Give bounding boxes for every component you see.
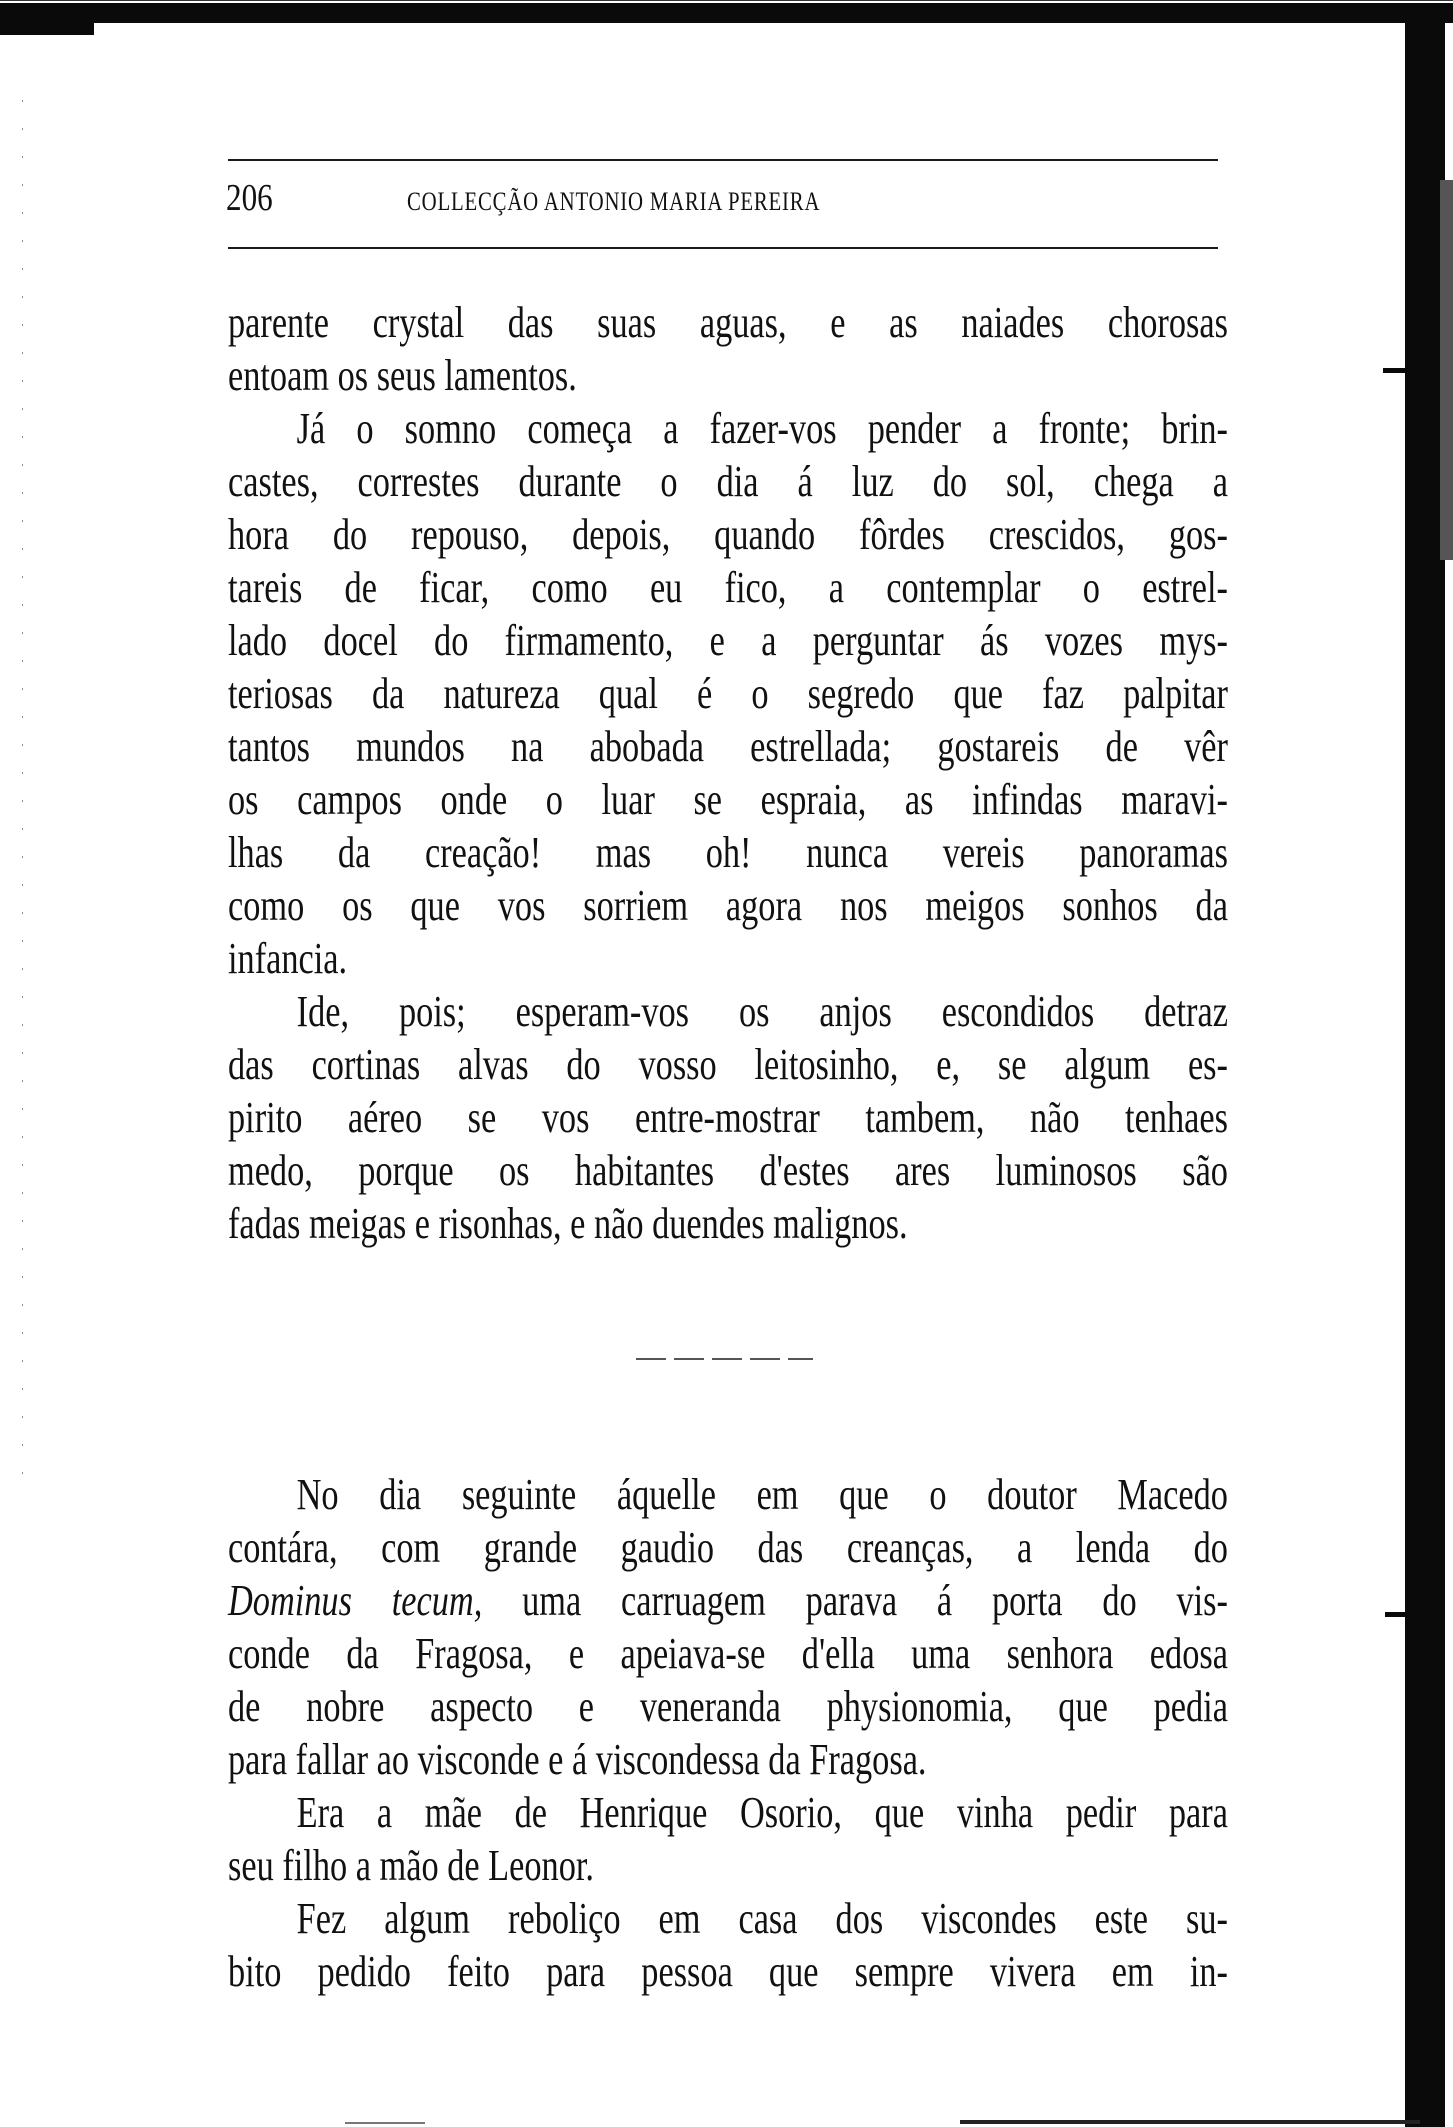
text-line: infancia. xyxy=(228,934,348,983)
scan-mark xyxy=(1385,1612,1407,1617)
text-line: tantos mundos na abobada estrellada; gostareis de vêr xyxy=(228,722,1228,771)
scan-top-corner xyxy=(0,3,94,35)
text-line: fadas meigas e risonhas, e não duendes malignos. xyxy=(228,1199,908,1248)
running-title: COLLECÇÃO ANTONIO MARIA PEREIRA xyxy=(407,187,821,216)
italic-title: Dominus tecum, xyxy=(228,1576,483,1625)
text-line: das cortinas alvas do vosso leitosinho, e, se algum es- xyxy=(228,1040,1228,1089)
text-line: pirito aéreo se vos entre-mostrar tambem, não tenhaes xyxy=(228,1093,1228,1142)
text-line: castes, correstes durante o dia á luz do sol, chega a xyxy=(228,457,1228,506)
scan-right-border xyxy=(1405,3,1445,2127)
text-line: teriosas da natureza qual é o segredo que faz palpitar xyxy=(228,669,1228,718)
text-line: contára, com grande gaudio das creanças, a lenda do xyxy=(228,1523,1228,1572)
text-span: uma carruagem parava á porta do vis- xyxy=(482,1576,1228,1625)
text-line: como os que vos sorriem agora nos meigos sonhos da xyxy=(228,881,1228,930)
text-line: seu filho a mão de Leonor. xyxy=(228,1841,594,1890)
text-line: para fallar ao visconde e á viscondessa da Fragosa. xyxy=(228,1735,927,1784)
text-line: os campos onde o luar se espraia, as infindas maravi- xyxy=(228,775,1228,824)
scan-mark xyxy=(1383,368,1407,373)
section-2 xyxy=(228,1468,1228,1998)
scan-bottom-edge xyxy=(960,2120,1420,2124)
scan-right-shade xyxy=(1440,180,1453,560)
text-line: Ide, pois; esperam-vos os anjos escondidos detraz xyxy=(296,987,1228,1036)
header-rule-top xyxy=(228,159,1218,161)
text-line: hora do repouso, depois, quando fôrdes crescidos, gos- xyxy=(228,510,1228,559)
text-line: entoam os seus lamentos. xyxy=(228,351,577,400)
text-line: parente crystal das suas aguas, e as naiades chorosas xyxy=(228,298,1228,347)
text-line: tareis de ficar, como eu fico, a contemplar o estrel- xyxy=(228,563,1228,612)
text-line: medo, porque os habitantes d'estes ares luminosos são xyxy=(228,1146,1228,1195)
text-line: lado docel do firmamento, e a perguntar ás vozes mys- xyxy=(228,616,1228,665)
section-separator xyxy=(636,1358,813,1360)
section-1 xyxy=(228,296,1228,1250)
text-line: No dia seguinte áquelle em que o doutor Macedo xyxy=(296,1470,1228,1519)
text-line: Já o somno começa a fazer-vos pender a fronte; brin- xyxy=(296,404,1228,453)
text-line: conde da Fragosa, e apeiava-se d'ella uma senhora edosa xyxy=(228,1629,1228,1678)
text-line: de nobre aspecto e veneranda physionomia, que pedia xyxy=(228,1682,1228,1731)
text-line xyxy=(228,1574,1228,1627)
scan-top-border xyxy=(0,3,1453,23)
page-number: 206 xyxy=(226,177,273,219)
text-line: bito pedido feito para pessoa que sempre vivera em in- xyxy=(228,1947,1228,1996)
text-line: Fez algum reboliço em casa dos viscondes este su- xyxy=(296,1894,1228,1943)
text-line: lhas da creação! mas oh! nunca vereis panoramas xyxy=(228,828,1228,877)
header-rule-bottom xyxy=(228,247,1218,249)
scan-edge-line xyxy=(0,0,1453,1)
scan-bottom-dash xyxy=(345,2122,425,2124)
scan-speckles xyxy=(22,100,23,1500)
text-line: Era a mãe de Henrique Osorio, que vinha pedir para xyxy=(296,1788,1228,1837)
